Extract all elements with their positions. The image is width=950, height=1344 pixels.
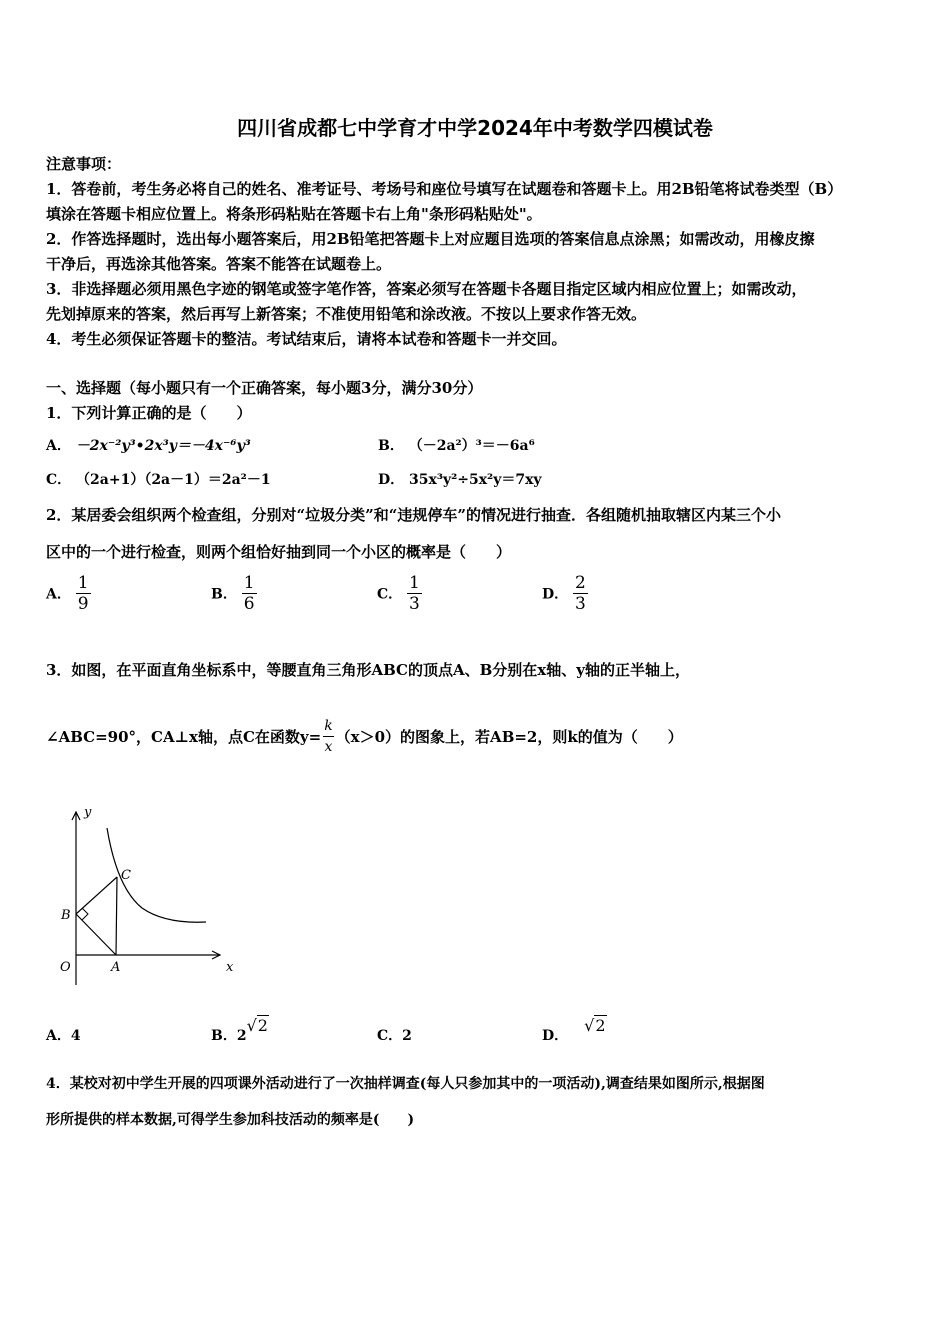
q1-option-b [378, 435, 535, 455]
q2-option-a [46, 573, 91, 614]
right-angle-mark [82, 908, 88, 920]
q1-b-label: B． [378, 438, 404, 454]
notice-line-3b: 先划掉原来的答案，然后再写上新答案；不准使用铅笔和涂改液。不按以上要求作答无效。 [46, 305, 647, 323]
q1-c-label: C． [46, 472, 72, 488]
q1-d-text: 35x³y²÷5x²y＝7xy [409, 472, 542, 488]
q2-option-b [211, 573, 257, 614]
notice-line-2a: 2．作答选择题时，选出每小题答案后，用2B铅笔把答题卡上对应题目选项的答案信息点涂黑；如需改动，用橡皮擦 [46, 230, 815, 248]
q1-option-a [46, 435, 251, 455]
q2-d-numerator: 2 [575, 573, 586, 593]
notice-line-4: 4．考生必须保证答题卡的整洁。考试结束后，请将本试卷和答题卡一并交回。 [46, 330, 567, 348]
q3-b-sqrt: √2 [246, 1016, 268, 1035]
q1-a-text: －2x⁻²y³•2x³y＝－4x⁻⁶y³ [75, 438, 251, 454]
q1-c-text: （2a+1）（2a－1）＝2a²－1 [76, 472, 271, 488]
q4-line-1: 4．某校对初中学生开展的四项课外活动进行了一次抽样调查(每人只参加其中的一项活动),调查结果如图所示,根据图 [46, 1076, 765, 1092]
q3-line-1: 3．如图，在平面直角坐标系中，等腰直角三角形ABC的顶点A、B分别在x轴、y轴的正半轴上， [46, 661, 690, 679]
notice-heading: 注意事项： [46, 155, 122, 173]
q3-line-2-pre: ∠ABC=90°，CA⊥x轴，点C在函数y= [46, 728, 322, 746]
q3-b-label: B． [211, 1028, 237, 1044]
q2-option-d [542, 573, 588, 614]
page-title: 四川省成都七中学育才中学2024年中考数学四模试卷 [237, 116, 713, 140]
notice-line-3a: 3．非选择题必须用黑色字迹的钢笔或签字笔作答，答案必须写在答题卡各题目指定区域内相应位置上；如需改动， [46, 280, 807, 298]
q3-c-label: C． [377, 1028, 403, 1044]
q3-option-d [542, 1016, 607, 1045]
q2-d-fraction [573, 573, 588, 614]
q2-a-fraction [76, 573, 91, 614]
origin-label: O [60, 960, 71, 975]
section-heading: 一、选择题（每小题只有一个正确答案，每小题3分，满分30分） [46, 379, 483, 397]
q3-line-2-post: （x＞0）的图象上，若AB=2，则k的值为（ ） [335, 728, 683, 746]
q3-fraction-denominator: x [323, 736, 333, 755]
x-axis-label: x [226, 960, 234, 975]
q3-c-text: 2 [402, 1028, 412, 1044]
q3-function-fraction [323, 718, 333, 755]
q2-a-label: A． [46, 586, 71, 603]
q3-d-radicand: 2 [595, 1016, 606, 1035]
q3-fraction-numerator: k [324, 718, 333, 734]
q3-a-label: A． [46, 1028, 71, 1044]
q2-c-label: C． [377, 586, 403, 603]
q2-a-denominator: 9 [77, 594, 89, 614]
q1-d-label: D． [378, 472, 405, 488]
q3-option-b [211, 1016, 269, 1045]
q2-d-label: D． [542, 586, 569, 603]
q3-d-label: D． [542, 1028, 569, 1044]
q3-b-coef: 2 [236, 1028, 247, 1044]
q1-a-label: A． [46, 438, 71, 454]
notice-line-1a: 1．答卷前，考生务必将自己的姓名、准考证号、考场号和座位号填写在试题卷和答题卡上。用2B铅笔将试卷类型（B） [46, 180, 843, 198]
q1-option-d [378, 469, 542, 489]
q2-a-numerator: 1 [77, 573, 89, 593]
q2-line-2: 区中的一个进行检查，则两个组恰好抽到同一个小区的概率是（ ） [46, 543, 512, 561]
point-b-label: B [61, 908, 71, 923]
q3-option-a [46, 1025, 81, 1045]
q3-figure [40, 800, 250, 985]
q3-b-radicand: 2 [257, 1016, 268, 1035]
q2-line-1: 2．某居委会组织两个检查组，分别对“垃圾分类”和“违规停车”的情况进行抽查．各组随机抽取辖区内某三个小 [46, 506, 781, 524]
q3-d-sqrt: √2 [584, 1016, 606, 1035]
q1-stem: 1．下列计算正确的是（ ） [46, 404, 252, 422]
q4-line-2: 形所提供的样本数据,可得学生参加科技活动的频率是( ) [46, 1112, 415, 1128]
q3-a-text: 4 [70, 1028, 81, 1044]
point-c-label: C [121, 868, 131, 883]
notice-line-2b: 干净后，再选涂其他答案。答案不能答在试题卷上。 [46, 255, 392, 273]
q2-b-label: B． [211, 586, 237, 603]
segment-ca [116, 877, 117, 955]
q2-option-c [377, 573, 422, 614]
q1-option-c [46, 469, 271, 489]
segment-ba [76, 914, 116, 955]
q2-c-numerator: 1 [409, 573, 420, 593]
q2-c-fraction [407, 573, 422, 614]
q1-b-text: （－2a²）³＝－6a⁶ [408, 438, 535, 454]
q2-b-denominator: 6 [243, 594, 255, 614]
q2-d-denominator: 3 [575, 594, 586, 614]
point-a-label: A [111, 960, 121, 975]
q2-b-fraction [242, 573, 257, 614]
q3-line-2 [46, 718, 683, 755]
q3-option-c [377, 1025, 412, 1045]
notice-line-1b: 填涂在答题卡相应位置上。将条形码粘贴在答题卡右上角"条形码粘贴处"。 [46, 205, 542, 223]
q2-b-numerator: 1 [243, 573, 255, 593]
y-axis-label: y [84, 805, 92, 820]
q2-c-denominator: 3 [409, 594, 420, 614]
